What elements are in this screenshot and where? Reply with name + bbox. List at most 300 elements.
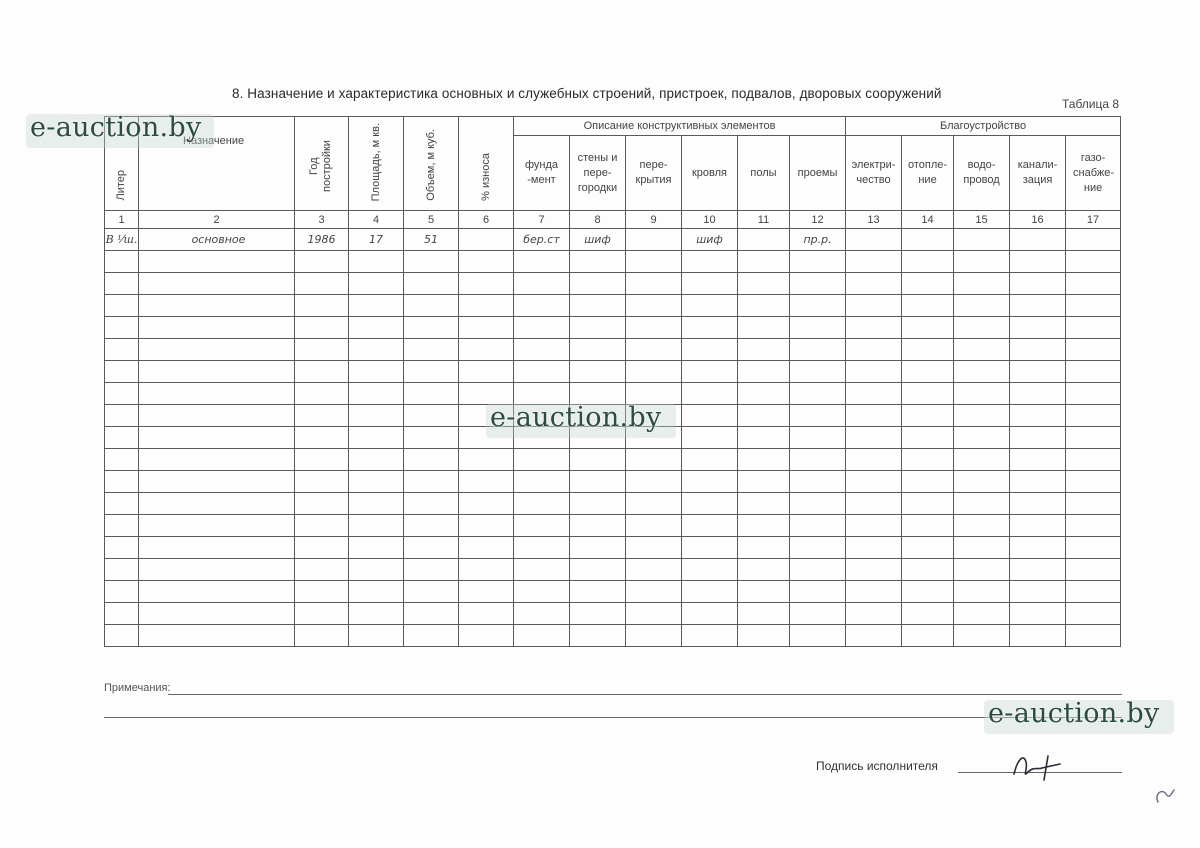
empty-cell [846,559,902,581]
empty-cell [570,317,626,339]
empty-cell [902,251,954,273]
empty-cell [1066,515,1121,537]
empty-cell [459,581,514,603]
column-number: 17 [1066,211,1121,229]
empty-cell [1066,603,1121,625]
empty-cell [139,405,295,427]
column-number: 6 [459,211,514,229]
buildings-table [104,116,1121,647]
empty-cell [105,383,139,405]
empty-cell [790,493,846,515]
empty-cell [349,625,404,647]
empty-cell [1066,317,1121,339]
empty-cell [682,427,738,449]
empty-cell [295,449,349,471]
empty-cell [514,603,570,625]
empty-cell [514,361,570,383]
empty-cell [1010,581,1066,603]
empty-cell [954,471,1010,493]
empty-cell [738,383,790,405]
notes-line-1 [168,694,1122,695]
empty-cell [1010,405,1066,427]
column-number: 3 [295,211,349,229]
empty-cell [295,295,349,317]
table-row [105,581,1121,603]
cell-fundament: бер.ст [514,229,570,251]
empty-cell [514,273,570,295]
empty-cell [738,273,790,295]
empty-cell [902,581,954,603]
empty-cell [105,427,139,449]
empty-cell [1066,383,1121,405]
column-number: 2 [139,211,295,229]
empty-cell [105,625,139,647]
empty-cell [1010,493,1066,515]
empty-cell [295,251,349,273]
empty-cell [846,339,902,361]
empty-cell [682,317,738,339]
header-kanalizaciya: канали-зация [1010,136,1066,211]
cell-vodoprovod [954,229,1010,251]
empty-cell [626,493,682,515]
empty-cell [404,559,459,581]
empty-cell [404,471,459,493]
empty-cell [626,537,682,559]
empty-cell [790,603,846,625]
empty-cell [295,603,349,625]
empty-cell [139,559,295,581]
empty-cell [570,295,626,317]
empty-cell [738,515,790,537]
empty-cell [1010,427,1066,449]
empty-cell [902,317,954,339]
header-otoplenie: отопле-ние [902,136,954,211]
empty-cell [1066,427,1121,449]
empty-cell [790,471,846,493]
header-elektro: электри-чество [846,136,902,211]
cell-iznos [459,229,514,251]
empty-cell [349,427,404,449]
cell-otoplenie [902,229,954,251]
header-naznachenie: Назначение [139,117,295,211]
empty-cell [139,427,295,449]
empty-cell [404,295,459,317]
table-number-label: Таблица 8 [1062,97,1120,111]
empty-cell [295,361,349,383]
empty-cell [404,537,459,559]
watermark-1: e-auction.by [30,112,202,143]
empty-cell [626,273,682,295]
empty-cell [682,537,738,559]
empty-cell [570,559,626,581]
cell-liter: В ¹⁄ш. [105,229,139,251]
empty-cell [295,427,349,449]
empty-cell [404,449,459,471]
empty-cell [626,361,682,383]
column-number: 10 [682,211,738,229]
header-fundament: фунда-мент [514,136,570,211]
column-number: 9 [626,211,682,229]
empty-rows [105,251,1121,647]
empty-cell [1066,273,1121,295]
empty-cell [459,339,514,361]
empty-cell [954,603,1010,625]
header-iznos: % износа [459,117,514,211]
empty-cell [846,537,902,559]
empty-cell [1066,405,1121,427]
empty-cell [1010,361,1066,383]
header-god: Год постройки [295,117,349,211]
empty-cell [295,405,349,427]
empty-cell [139,339,295,361]
empty-cell [902,383,954,405]
empty-cell [404,603,459,625]
empty-cell [459,295,514,317]
empty-cell [105,295,139,317]
cell-poly [738,229,790,251]
header-vodoprovod: водо-провод [954,136,1010,211]
header-opisanie-group: Описание конструктивных элементов [514,117,846,136]
empty-cell [139,625,295,647]
empty-cell [682,251,738,273]
cell-gaz [1066,229,1121,251]
cell-obem: 51 [404,229,459,251]
empty-cell [1066,625,1121,647]
empty-cell [1066,361,1121,383]
empty-cell [846,273,902,295]
empty-cell [459,449,514,471]
empty-cell [1066,251,1121,273]
empty-cell [790,361,846,383]
empty-cell [954,559,1010,581]
empty-cell [349,515,404,537]
empty-cell [514,625,570,647]
empty-cell [349,273,404,295]
empty-cell [1010,559,1066,581]
empty-cell [139,449,295,471]
empty-cell [846,317,902,339]
empty-cell [459,559,514,581]
empty-cell [846,603,902,625]
table-row [105,471,1121,493]
empty-cell [738,251,790,273]
empty-cell [902,493,954,515]
empty-cell [954,383,1010,405]
cell-perekrytiya [626,229,682,251]
empty-cell [349,295,404,317]
empty-cell [626,317,682,339]
empty-cell [349,603,404,625]
corner-handwritten-mark [1150,784,1180,808]
empty-cell [846,295,902,317]
empty-cell [105,515,139,537]
notes-label: Примечания: [104,682,171,694]
header-blagoustroystvo-group: Благоустройство [846,117,1121,136]
empty-cell [846,383,902,405]
column-number: 14 [902,211,954,229]
empty-cell [790,383,846,405]
empty-cell [954,449,1010,471]
table-row [105,559,1121,581]
empty-cell [139,383,295,405]
empty-cell [570,273,626,295]
empty-cell [954,295,1010,317]
empty-cell [295,537,349,559]
empty-cell [139,317,295,339]
empty-cell [139,361,295,383]
empty-cell [1066,493,1121,515]
empty-cell [954,405,1010,427]
empty-cell [349,383,404,405]
empty-cell [1010,537,1066,559]
empty-cell [1010,449,1066,471]
empty-cell [349,317,404,339]
empty-cell [790,449,846,471]
watermark-2: e-auction.by [490,402,662,433]
empty-cell [1066,471,1121,493]
empty-cell [738,603,790,625]
empty-cell [1010,295,1066,317]
empty-cell [626,559,682,581]
empty-cell [514,515,570,537]
empty-cell [790,625,846,647]
empty-cell [790,251,846,273]
empty-cell [404,625,459,647]
empty-cell [105,317,139,339]
empty-cell [790,581,846,603]
empty-cell [570,493,626,515]
table-title: 8. Назначение и характеристика основных и служебных строений, пристроек, подвалов, дворовых сооружений [232,86,942,101]
empty-cell [349,559,404,581]
empty-cell [139,493,295,515]
empty-cell [902,295,954,317]
empty-cell [295,339,349,361]
empty-cell [954,251,1010,273]
empty-cell [570,251,626,273]
empty-cell [105,493,139,515]
column-number: 4 [349,211,404,229]
empty-cell [790,295,846,317]
empty-cell [349,251,404,273]
cell-ploshchad: 17 [349,229,404,251]
empty-cell [105,449,139,471]
empty-cell [570,361,626,383]
empty-cell [682,383,738,405]
empty-cell [682,625,738,647]
empty-cell [1066,559,1121,581]
empty-cell [139,273,295,295]
empty-cell [954,581,1010,603]
empty-cell [105,603,139,625]
empty-cell [682,339,738,361]
empty-cell [846,581,902,603]
empty-cell [139,581,295,603]
cell-steny: шиф [570,229,626,251]
empty-cell [1066,581,1121,603]
empty-cell [295,625,349,647]
empty-cell [738,361,790,383]
empty-cell [1010,603,1066,625]
empty-cell [902,559,954,581]
table-row [105,317,1121,339]
empty-cell [902,273,954,295]
empty-cell [404,361,459,383]
empty-cell [105,273,139,295]
empty-cell [295,383,349,405]
empty-cell [902,449,954,471]
empty-cell [139,295,295,317]
empty-cell [1010,515,1066,537]
empty-cell [570,449,626,471]
empty-cell [846,361,902,383]
empty-cell [846,625,902,647]
empty-cell [682,559,738,581]
column-number: 7 [514,211,570,229]
column-number: 13 [846,211,902,229]
empty-cell [738,537,790,559]
empty-cell [404,405,459,427]
empty-cell [954,317,1010,339]
empty-cell [404,273,459,295]
empty-cell [105,537,139,559]
empty-cell [902,361,954,383]
empty-cell [1066,295,1121,317]
empty-cell [459,317,514,339]
empty-cell [1010,471,1066,493]
empty-cell [790,273,846,295]
empty-cell [570,471,626,493]
empty-cell [902,471,954,493]
empty-cell [790,427,846,449]
empty-cell [514,559,570,581]
empty-cell [738,295,790,317]
empty-cell [682,273,738,295]
header-perekrytiya: пере-крытия [626,136,682,211]
empty-cell [682,493,738,515]
empty-cell [514,317,570,339]
empty-cell [682,361,738,383]
empty-cell [1010,317,1066,339]
empty-cell [404,317,459,339]
table-row [105,537,1121,559]
empty-cell [349,339,404,361]
empty-cell [846,471,902,493]
column-number: 1 [105,211,139,229]
empty-cell [846,515,902,537]
table-row [105,449,1121,471]
empty-cell [404,251,459,273]
empty-cell [514,295,570,317]
empty-cell [459,537,514,559]
column-number: 8 [570,211,626,229]
empty-cell [1010,383,1066,405]
empty-cell [514,471,570,493]
column-number: 12 [790,211,846,229]
empty-cell [459,273,514,295]
empty-cell [295,559,349,581]
column-number: 15 [954,211,1010,229]
empty-cell [626,581,682,603]
empty-cell [954,427,1010,449]
empty-cell [139,537,295,559]
empty-cell [139,603,295,625]
empty-cell [105,339,139,361]
empty-cell [902,537,954,559]
watermark-3: e-auction.by [988,698,1160,729]
empty-cell [954,537,1010,559]
empty-cell [459,603,514,625]
empty-cell [1010,625,1066,647]
empty-cell [295,273,349,295]
empty-cell [459,471,514,493]
header-ploshchad: Площадь, м кв. [349,117,404,211]
empty-cell [1010,339,1066,361]
table-row [105,251,1121,273]
empty-cell [349,581,404,603]
empty-cell [459,493,514,515]
empty-cell [570,603,626,625]
empty-cell [954,273,1010,295]
empty-cell [404,427,459,449]
empty-cell [1066,339,1121,361]
empty-cell [790,317,846,339]
empty-cell [404,581,459,603]
empty-cell [790,515,846,537]
empty-cell [349,471,404,493]
empty-cell [954,493,1010,515]
empty-cell [738,493,790,515]
empty-cell [902,625,954,647]
empty-cell [570,515,626,537]
column-number-row [105,211,1121,229]
empty-cell [954,361,1010,383]
empty-cell [738,317,790,339]
empty-cell [790,559,846,581]
empty-cell [738,559,790,581]
empty-cell [404,339,459,361]
empty-cell [738,471,790,493]
table-row [105,625,1121,647]
empty-cell [954,515,1010,537]
empty-cell [570,581,626,603]
empty-cell [570,625,626,647]
empty-cell [1010,273,1066,295]
empty-cell [954,339,1010,361]
empty-cell [1066,537,1121,559]
table-row [105,295,1121,317]
empty-cell [902,405,954,427]
empty-cell [105,581,139,603]
empty-cell [1066,449,1121,471]
empty-cell [682,581,738,603]
empty-cell [105,251,139,273]
table-row [105,229,1121,251]
empty-cell [790,405,846,427]
empty-cell [682,449,738,471]
empty-cell [105,471,139,493]
header-poly: полы [738,136,790,211]
cell-elektro [846,229,902,251]
empty-cell [514,493,570,515]
cell-naznachenie: основное [139,229,295,251]
empty-cell [514,339,570,361]
empty-cell [626,515,682,537]
empty-cell [404,383,459,405]
empty-cell [626,251,682,273]
empty-cell [738,581,790,603]
empty-cell [682,295,738,317]
empty-cell [349,537,404,559]
